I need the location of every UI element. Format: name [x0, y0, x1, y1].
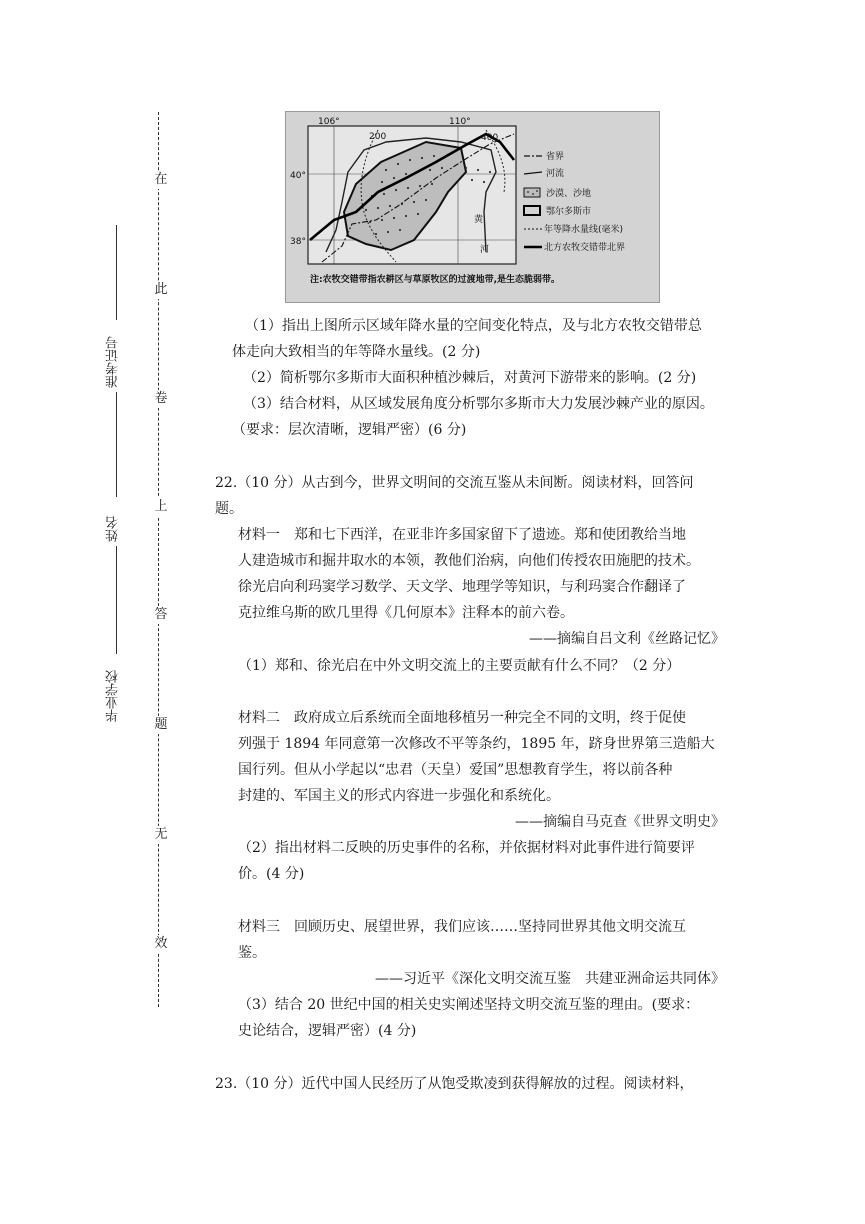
q22-subquestion-3: （3）结合 20 世纪中国的相关史实阐述坚持文明交流互鉴的理由。(要求：: [238, 997, 700, 1013]
q21-line: （1）指出上图所示区域年降水量的空间变化特点，及与北方农牧交错带总: [245, 318, 702, 334]
exam-no-label: 准考证号: [106, 336, 121, 388]
legend-isohyet: 年等降水量线(毫米): [544, 225, 624, 235]
material-2-source: ——摘编自马克查《世界文明史》: [515, 814, 725, 830]
name-label: 姓名: [106, 516, 121, 542]
q23-heading: 23.（10 分）近代中国人民经历了从饱受欺凌到获得解放的过程。阅读材料，: [215, 1076, 694, 1092]
margin-char: 在: [152, 171, 170, 189]
q22-subquestion-2: （2）指出材料二反映的历史事件的名称，并依据材料对此事件进行简要评: [238, 840, 695, 856]
legend-sand-symbol: [524, 188, 540, 197]
q21-line: 体走向大致相当的年等降水量线。(2 分): [232, 344, 481, 360]
material-1-line: 人建造城市和掘井取水的本领，教他们治病，向他们传授农田施肥的技术。: [238, 553, 700, 569]
school-blank[interactable]: [116, 546, 117, 654]
margin-char: 卷: [152, 390, 170, 408]
map-legend: [524, 150, 625, 253]
margin-char: 无: [152, 826, 170, 844]
lat-label-38: 38°: [290, 237, 306, 247]
margin-char: 答: [152, 606, 170, 624]
q22-subquestion-2-cont: 价。(4 分): [238, 866, 305, 882]
legend-river-symbol: [524, 172, 542, 174]
river-label-he: 河: [480, 245, 490, 255]
legend-ordos-symbol: [524, 206, 540, 215]
material-2-line: 列强于 1894 年同意第一次修改不平等条约，1895 年，跻身世界第三造船大: [238, 736, 715, 752]
isohyet-label-200: 200: [369, 132, 387, 142]
material-1-line: 克拉维乌斯的欧几里得《几何原本》注释本的前六卷。: [238, 605, 574, 621]
binding-dashed-line: [158, 112, 159, 1007]
margin-char: 效: [152, 935, 170, 953]
q21-line: （3）结合材料，从区域发展角度分析鄂尔多斯市大力发展沙棘产业的原因。: [243, 396, 714, 412]
school-label: 毕业学校: [106, 670, 121, 722]
q21-line: （2）简析鄂尔多斯市大面积种植沙棘后，对黄河下游带来的影响。(2 分): [243, 370, 697, 386]
q21-line: （要求：层次清晰，逻辑严密）(6 分): [232, 422, 467, 438]
legend-province: 省界: [546, 152, 565, 162]
legend-ordos: 鄂尔多斯市: [546, 207, 592, 217]
ordos-map-figure: [285, 111, 660, 303]
material-2-line: 国行列。但从小学起以“忠君（天皇）爱国”思想教育学生，将以前各种: [238, 762, 673, 778]
material-3-source: ——习近平《深化文明交流互鉴 共建亚洲命运共同体》: [375, 971, 725, 987]
q22-heading-cont: 题。: [215, 501, 243, 517]
exam-no-blank[interactable]: [116, 225, 117, 320]
material-2-line: 材料二 政府成立后系统而全面地移植另一种完全不同的文明，终于促使: [238, 710, 686, 726]
q22-subquestion-1: （1）郑和、徐光启在中外文明交流上的主要贡献有什么不同？（2 分）: [238, 658, 681, 674]
legend-river: 河流: [546, 169, 565, 179]
q22-subquestion-3-cont: 史论结合，逻辑严密）(4 分): [238, 1023, 417, 1039]
q22-heading: 22.（10 分）从古到今，世界文明间的交流互鉴从未间断。阅读材料，回答问: [215, 475, 694, 491]
material-1-line: 材料一 郑和七下西洋，在亚非许多国家留下了遗迹。郑和使团教给当地: [238, 527, 686, 543]
lon-label-106: 106°: [318, 117, 340, 127]
margin-char: 上: [152, 498, 170, 516]
material-3-line: 鉴。: [238, 945, 266, 961]
isohyet-label-400: 400: [481, 133, 499, 143]
legend-sand: 沙漠、沙地: [546, 189, 592, 199]
material-1-source: ——摘编自吕文利《丝路记忆》: [529, 631, 725, 647]
margin-char: 此: [152, 281, 170, 299]
legend-boundary: 北方农牧交错带北界: [544, 243, 626, 253]
margin-char: 题: [152, 716, 170, 734]
lat-label-40: 40°: [290, 171, 306, 181]
material-2-line: 封建的、军国主义的形式内容进一步强化和系统化。: [238, 788, 560, 804]
ordos-map: [286, 112, 661, 304]
name-blank[interactable]: [116, 392, 117, 497]
lon-label-110: 110°: [449, 117, 471, 127]
material-3-line: 材料三 回顾历史、展望世界，我们应该……坚持同世界其他文明交流互: [238, 919, 686, 935]
material-1-line: 徐光启向利玛窦学习数学、天文学、地理学等知识，与利玛窦合作翻译了: [238, 579, 686, 595]
map-note: 注:农牧交错带指农耕区与草原牧区的过渡地带,是生态脆弱带。: [310, 275, 561, 285]
river-label-huang: 黄: [474, 215, 484, 225]
